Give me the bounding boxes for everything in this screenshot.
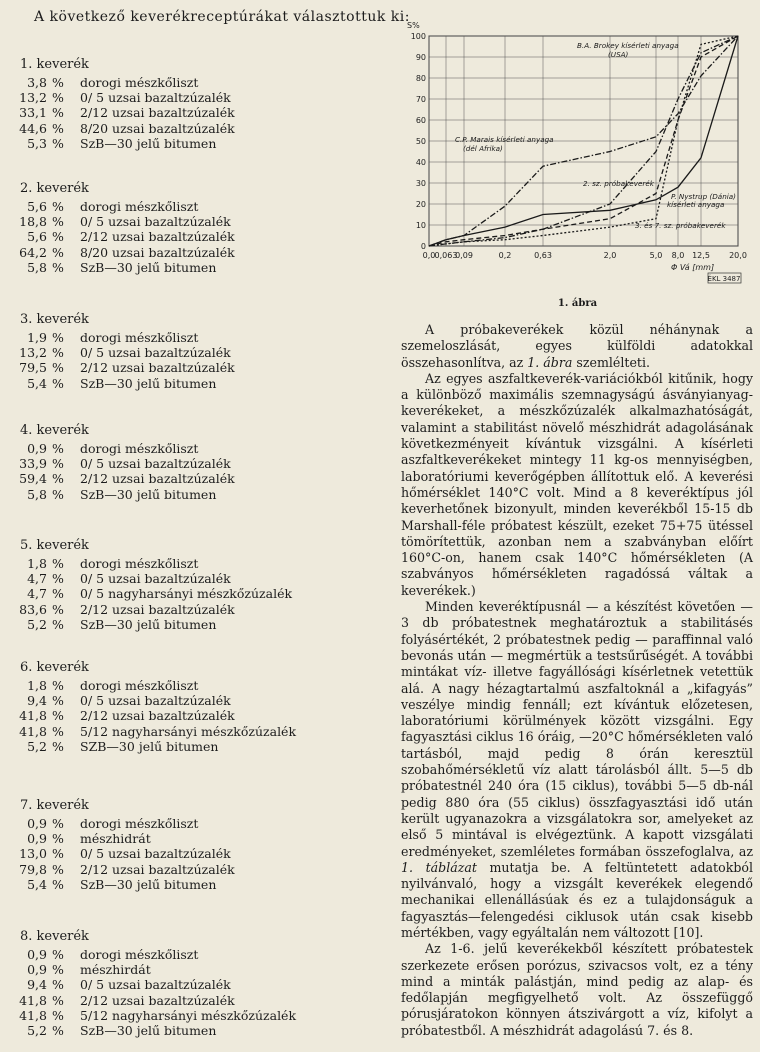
ingredient-unit: %	[52, 977, 64, 993]
ingredient-name: 0/ 5 uzsai bazaltzúzalék	[80, 345, 231, 361]
ingredient-name: dorogi mészkőliszt	[80, 441, 199, 456]
x-tick-label: 5,0	[649, 251, 663, 260]
mix-title: 7. keverék	[20, 798, 89, 813]
ingredient-unit: %	[52, 456, 64, 472]
ingredient-percent: 41,8	[19, 992, 47, 1008]
figure-caption: 1. ábra	[557, 298, 598, 309]
ingredient-unit: %	[52, 345, 64, 361]
curve-label: P. Nystrup (Dánia)	[671, 192, 736, 201]
ingredient-percent: 0,9	[27, 441, 47, 456]
ingredient-percent: 79,8	[19, 861, 47, 877]
curve-label: kísérleti anyaga	[667, 200, 725, 209]
ingredient-percent: 13,2	[19, 90, 47, 106]
y-tick-label: 90	[415, 53, 426, 62]
recipe-intro: A következő keverékreceptúrákat választottuk ki:	[34, 9, 410, 25]
x-tick-label: 20,0	[729, 251, 747, 260]
ingredient-percent: 1,8	[27, 678, 47, 693]
ingredient-name: 0/ 5 uzsai bazaltzúzalék	[80, 456, 231, 472]
ingredient-percent: 41,8	[19, 1007, 47, 1023]
ingredient-unit: %	[52, 586, 64, 602]
ingredient-unit: %	[52, 678, 64, 693]
ingredient-unit: %	[52, 1023, 64, 1038]
x-axis-label: Φ Vá [mm]	[671, 263, 715, 272]
ingredient-unit: %	[52, 831, 64, 847]
ingredient-unit: %	[52, 75, 64, 90]
ingredient-percent: 0,9	[27, 962, 47, 978]
ingredient-percent: 4,7	[27, 586, 47, 602]
y-tick-label: 70	[415, 95, 426, 104]
mix-title: 5. keverék	[20, 538, 89, 553]
ingredient-unit: %	[52, 693, 64, 709]
figure-reference: 1. táblázat	[401, 859, 477, 875]
curve-label: C.P. Marais kísérleti anyaga	[455, 135, 554, 144]
x-tick-label: 0,063	[434, 251, 458, 260]
ingredient-percent: 64,2	[19, 244, 47, 260]
ingredient-name: SzB—30 jelű bitumen	[80, 375, 217, 391]
ingredient-name: SzB—30 jelű bitumen	[80, 259, 217, 275]
ingredient-name: 0/ 5 uzsai bazaltzúzalék	[80, 90, 231, 106]
ingredient-percent: 18,8	[19, 214, 47, 230]
ingredient-percent: 44,6	[19, 120, 47, 136]
ingredient-percent: 41,8	[19, 723, 47, 739]
ingredient-name: mészhidrát	[80, 831, 151, 847]
ingredient-unit: %	[52, 375, 64, 391]
y-axis-label: S%	[407, 21, 420, 30]
curve-label: B.A. Brokey kísérleti anyaga	[577, 41, 679, 50]
ingredient-name: SzB—30 jelű bitumen	[80, 876, 217, 892]
ingredient-percent: 33,1	[19, 105, 47, 121]
mix-title: 1. keverék	[20, 57, 89, 72]
ingredient-name: 0/ 5 uzsai bazaltzúzalék	[80, 693, 231, 709]
ingredient-name: 5/12 nagyharsányi mészkőzúzalék	[80, 1007, 297, 1023]
ingredient-unit: %	[52, 259, 64, 275]
ingredient-name: dorogi mészkőliszt	[80, 678, 199, 693]
ingredient-percent: 9,4	[27, 977, 47, 993]
ingredient-percent: 5,8	[27, 486, 47, 502]
ingredient-unit: %	[52, 486, 64, 502]
ingredient-name: dorogi mészkőliszt	[80, 556, 199, 571]
ingredient-percent: 1,8	[27, 556, 47, 571]
ingredient-name: dorogi mészkőliszt	[80, 947, 199, 962]
x-tick-label: 0,2	[498, 251, 512, 260]
ingredient-unit: %	[52, 556, 64, 571]
x-tick-label: 0,0	[422, 251, 436, 260]
y-tick-label: 40	[415, 158, 426, 167]
text-run: mutatja be. A feltüntetett adatokból nyilvánvaló, hogy a vizsgált keverékek elegendő mechanikai ellenállásúak és ez a tulajdonságuk a fagyasztás—felengedési ciklusok után csak kisebb mértékben, vagy egyáltalán nem változott [10].	[401, 859, 753, 940]
ingredient-name: 0/ 5 uzsai bazaltzúzalék	[80, 977, 231, 993]
ingredient-unit: %	[52, 861, 64, 877]
y-tick-label: 0	[420, 242, 426, 251]
ingredient-unit: %	[52, 962, 64, 978]
paragraph	[401, 322, 753, 371]
ingredient-unit: %	[52, 471, 64, 487]
ingredient-unit: %	[52, 330, 64, 345]
ingredient-name: 8/20 uzsai bazaltzúzalék	[80, 244, 235, 260]
x-tick-label: 2,0	[603, 251, 617, 260]
ingredient-name: 0/ 5 nagyharsányi mészkőzúzalék	[80, 586, 293, 602]
ingredient-unit: %	[52, 229, 64, 245]
ingredient-percent: 5,2	[27, 1023, 47, 1038]
ingredient-name: SzB—30 jelű bitumen	[80, 1023, 217, 1038]
ingredient-percent: 1,9	[27, 330, 47, 345]
ingredient-unit: %	[52, 846, 64, 862]
ingredient-name: 2/12 uzsai bazaltzúzalék	[80, 992, 235, 1008]
body-text	[401, 322, 753, 1039]
text-run: Az 1-6. jelű keverékekből készített próbatestek szerkezete erősen porózus, szivacsos volt, ez a tény mind a minták palástján, mind pedig az alap- és fedőlapján megfigyelhető volt. Az összefüggő pórusjáratokon könnyen átszivárgott a víz, kifolyt a próbatestből. A mészhidrát adagolású 7. és 8.	[401, 941, 753, 1038]
ingredient-unit: %	[52, 120, 64, 136]
ingredient-name: dorogi mészkőliszt	[80, 330, 199, 345]
ingredient-unit: %	[52, 360, 64, 376]
y-tick-label: 60	[415, 116, 426, 125]
ingredient-name: 2/12 uzsai bazaltzúzalék	[80, 861, 235, 877]
ingredient-percent: 59,4	[19, 471, 47, 487]
curve-label: (dél Afrika)	[463, 144, 503, 153]
ingredient-unit: %	[52, 1007, 64, 1023]
mix-title: 4. keverék	[20, 423, 89, 438]
ingredient-percent: 4,7	[27, 571, 47, 587]
y-tick-label: 20	[415, 200, 426, 209]
ingredient-percent: 5,2	[27, 738, 47, 754]
ingredient-name: SzB—30 jelű bitumen	[80, 616, 217, 632]
ingredient-unit: %	[52, 90, 64, 106]
ingredient-percent: 5,8	[27, 259, 47, 275]
curve-label: 3. és 7. sz. próbakeverék	[635, 221, 726, 230]
x-tick-label: 12,5	[692, 251, 710, 260]
ingredient-unit: %	[52, 708, 64, 724]
ingredient-percent: 5,6	[27, 229, 47, 245]
ingredient-percent: 79,5	[19, 360, 47, 376]
ingredient-name: 0/ 5 uzsai bazaltzúzalék	[80, 846, 231, 862]
ingredient-unit: %	[52, 616, 64, 632]
ingredient-percent: 13,0	[19, 846, 47, 862]
ingredient-unit: %	[52, 947, 64, 962]
ingredient-percent: 5,2	[27, 616, 47, 632]
ingredient-unit: %	[52, 876, 64, 892]
x-tick-label: 0,63	[534, 251, 552, 260]
ingredient-name: dorogi mészkőliszt	[80, 75, 199, 90]
ingredient-percent: 41,8	[19, 708, 47, 724]
x-tick-label: 8,0	[671, 251, 685, 260]
ingredient-percent: 5,6	[27, 199, 47, 214]
paragraph	[401, 599, 753, 941]
ingredient-name: 8/20 uzsai bazaltzúzalék	[80, 120, 235, 136]
ingredient-unit: %	[52, 601, 64, 617]
ingredient-name: SZB—30 jelű bitumen	[80, 738, 219, 754]
y-tick-label: 100	[410, 32, 426, 41]
figure-stamp: ÉKL 3487	[707, 275, 741, 283]
text-run: A próbakeverékek közül néhánynak a szemeloszlását, egyes külföldi adatokkal összehasonlítva, az	[401, 322, 753, 370]
y-tick-label: 80	[415, 74, 426, 83]
ingredient-name: 2/12 uzsai bazaltzúzalék	[80, 708, 235, 724]
ingredient-percent: 0,9	[27, 831, 47, 847]
ingredient-unit: %	[52, 816, 64, 831]
ingredient-percent: 13,2	[19, 345, 47, 361]
figure-1	[403, 14, 753, 294]
ingredient-unit: %	[52, 738, 64, 754]
ingredient-name: 5/12 nagyharsányi mészkőzúzalék	[80, 723, 297, 739]
ingredient-name: 2/12 uzsai bazaltzúzalék	[80, 360, 235, 376]
mix-title: 6. keverék	[20, 660, 89, 675]
ingredient-percent: 5,4	[27, 876, 47, 892]
ingredient-percent: 33,9	[19, 456, 47, 472]
x-tick-label: 0,09	[455, 251, 473, 260]
ingredient-unit: %	[52, 105, 64, 121]
y-tick-label: 30	[415, 179, 426, 188]
ingredient-unit: %	[52, 441, 64, 456]
ingredient-unit: %	[52, 571, 64, 587]
curve-label: 2. sz. próbakeverék	[583, 179, 654, 188]
y-tick-label: 50	[415, 137, 426, 146]
ingredient-percent: 5,3	[27, 135, 47, 151]
ingredient-unit: %	[52, 199, 64, 214]
ingredient-percent: 83,6	[19, 601, 47, 617]
ingredient-unit: %	[52, 135, 64, 151]
text-column	[395, 0, 760, 1052]
y-tick-label: 10	[415, 221, 426, 230]
ingredient-percent: 9,4	[27, 693, 47, 709]
ingredient-name: 2/12 uzsai bazaltzúzalék	[80, 471, 235, 487]
ingredient-percent: 0,9	[27, 947, 47, 962]
ingredient-name: SzB—30 jelű bitumen	[80, 486, 217, 502]
mix-title: 8. keverék	[20, 929, 89, 944]
figure-reference: 1. ábra	[527, 354, 573, 370]
ingredient-name: SzB—30 jelű bitumen	[80, 135, 217, 151]
ingredient-unit: %	[52, 723, 64, 739]
grading-chart	[403, 14, 753, 294]
ingredient-name: 2/12 uzsai bazaltzúzalék	[80, 229, 235, 245]
ingredient-percent: 5,4	[27, 375, 47, 391]
paragraph	[401, 371, 753, 599]
mix-title: 2. keverék	[20, 181, 89, 196]
text-run: Az egyes aszfaltkeverék-variációkból kitűnik, hogy a különböző maximális szemnagyságú ásványianyag-keverékeket, a mészkőzúzalék alkalmazhatóságát, valamint a stabilitást növelő mészhidrát adagolásának következményeit kívántuk vizsgálni. A kísérleti aszfaltkeverékeket mintegy 11 kg-os mennyiségben, laboratóriumi keverőgépben állítottuk elő. A keverési hőmérséklet 140°C volt. Mind a 8 keveréktípus jól keverhetőnek bizonyult, minden keverékből 15-15 db Marshall-féle próbatest készült, ezeket 75+75 ütéssel tömörítettük, azonban nem a szabványban előírt 160°C-on, hanem csak 140°C hőmérsékleten (A szabványos hőmérsékleten ragadóssá váltak a keverékek.)	[401, 370, 753, 598]
ingredient-unit: %	[52, 992, 64, 1008]
ingredient-unit: %	[52, 244, 64, 260]
text-run: Minden keveréktípusnál — a készítést követően — 3 db próbatestnek meghatároztuk a stabilitásés folyásértékét, 2 próbatestnek pedig — paraffinnal való bevonás után — megmértük a testsűrűségét. A további mintákat víz- illetve fagyállósági kísérletnek vetettük alá. A nagy hézagtartalmú aszfaltoknál a „kifagyás” veszélye mindig fennáll; ezt kívántuk előzetesen, laboratóriumi körülmények között vizsgálni. Egy fagyasztási ciklus 16 óráig, —20°C hőmérsékleten való tartásból, majd pedig 8 órán keresztül szobahőmérsékletű víz alatt tárolásból állt. 5—5 db próbatestnél 240 óra (15 ciklus), további 5—5 db-nál pedig 880 óra (55 ciklus) összfagyasztási idő után került ugyanazokra a vizsgálatokra sor, amelyeket az első 5 mintával is elvégeztünk. A kapott vizsgálati eredményeket, szemléletes formában összefoglalva, az	[401, 599, 753, 859]
ingredient-name: 0/ 5 uzsai bazaltzúzalék	[80, 571, 231, 587]
ingredient-percent: 0,9	[27, 816, 47, 831]
text-run: szemlélteti.	[572, 354, 651, 370]
ingredient-name: 2/12 uzsai bazaltzúzalék	[80, 105, 235, 121]
ingredient-name: mészhirdát	[80, 962, 151, 978]
ingredient-name: 0/ 5 uzsai bazaltzúzalék	[80, 214, 231, 230]
ingredient-name: dorogi mészkőliszt	[80, 199, 199, 214]
ingredient-percent: 3,8	[27, 75, 47, 90]
ingredient-name: dorogi mészkőliszt	[80, 816, 199, 831]
curve-label: (USA)	[608, 50, 629, 59]
mix-title: 3. keverék	[20, 312, 89, 327]
ingredient-name: 2/12 uzsai bazaltzúzalék	[80, 601, 235, 617]
paragraph	[401, 941, 753, 1039]
ingredient-unit: %	[52, 214, 64, 230]
